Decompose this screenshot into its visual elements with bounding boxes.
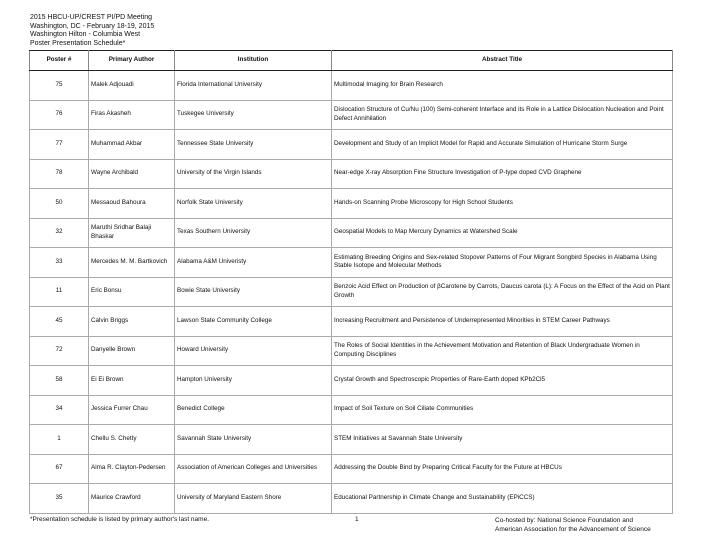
primary-author-cell: Maruthi Sridhar Balaji Bhaskar — [89, 218, 175, 248]
table-row — [30, 425, 673, 455]
abstract-title-cell: Near-edge X-ray Absorption Fine Structure Investigation of P-type doped CVD Graphene — [332, 159, 673, 189]
table-row — [30, 130, 673, 160]
primary-author-cell: Alma R. Clayton-Pedersen — [89, 454, 175, 484]
primary-author-cell: Chellu S. Chetty — [89, 425, 175, 455]
institution-cell: Alabama A&M Univeristy — [175, 248, 332, 278]
institution-cell: Texas Southern University — [175, 218, 332, 248]
table-body — [30, 71, 673, 514]
column-header-author: Primary Author — [89, 51, 175, 71]
abstract-title-cell: Estimating Breeding Origins and Sex-related Stopover Patterns of Four Migrant Songbird Species in Alabama Using Stable Isotope and Molecular Methods — [332, 248, 673, 278]
poster-number-cell: 34 — [30, 395, 89, 425]
primary-author-cell: Mercedes M. M. Bartkovich — [89, 248, 175, 278]
cohost-credit — [495, 516, 651, 534]
primary-author-cell: Malek Adjouadi — [89, 71, 175, 101]
primary-author-cell: Messaoud Bahoura — [89, 189, 175, 219]
table-row — [30, 100, 673, 130]
poster-number-cell: 35 — [30, 484, 89, 514]
abstract-title-cell: Dislocation Structure of Cu/Nu (100) Semi-coherent Interface and its Role in a Lattice Dislocation Nucleation and Point Defect Annihilation — [332, 100, 673, 130]
cohost-line-2: American Association for the Advancement of Science — [495, 526, 651, 533]
abstract-title-cell: The Roles of Social Identities in the Achievement Motivation and Retention of Black Undergraduate Women in Computing Disciplines — [332, 336, 673, 366]
abstract-title-cell: Increasing Recruitment and Persistence of Underrepresented Minorities in STEM Career Pathways — [332, 307, 673, 337]
table-header-row — [30, 51, 673, 71]
institution-cell: University of Maryland Eastern Shore — [175, 484, 332, 514]
column-header-poster: Poster # — [30, 51, 89, 71]
institution-cell: Tennessee State University — [175, 130, 332, 160]
primary-author-cell: Calvin Briggs — [89, 307, 175, 337]
table-row — [30, 159, 673, 189]
primary-author-cell: Muhammad Akbar — [89, 130, 175, 160]
poster-number-cell: 32 — [30, 218, 89, 248]
poster-number-cell: 75 — [30, 71, 89, 101]
abstract-title-cell: Multimodal Imaging for Brain Research — [332, 71, 673, 101]
abstract-title-cell: Geospatial Models to Map Mercury Dynamics at Watershed Scale — [332, 218, 673, 248]
table-row — [30, 277, 673, 307]
poster-number-cell: 72 — [30, 336, 89, 366]
poster-number-cell: 67 — [30, 454, 89, 484]
primary-author-cell: Jessica Furrer Chau — [89, 395, 175, 425]
primary-author-cell: Danyelle Brown — [89, 336, 175, 366]
abstract-title-cell: Development and Study of an Implicit Model for Rapid and Accurate Simulation of Hurricane Storm Surge — [332, 130, 673, 160]
column-header-title: Abstract Title — [332, 51, 673, 71]
table-row — [30, 189, 673, 219]
institution-cell: Association of American Colleges and Universities — [175, 454, 332, 484]
table-row — [30, 248, 673, 278]
abstract-title-cell: Addressing the Double Bind by Preparing Critical Faculty for the Future at HBCUs — [332, 454, 673, 484]
institution-cell: Hampton University — [175, 366, 332, 396]
institution-cell: Norfolk State University — [175, 189, 332, 219]
institution-cell: Savannah State University — [175, 425, 332, 455]
primary-author-cell: Eric Bonsu — [89, 277, 175, 307]
abstract-title-cell: STEM Initiatives at Savannah State University — [332, 425, 673, 455]
table-row — [30, 218, 673, 248]
abstract-title-cell: Crystal Growth and Spectroscopic Properties of Rare-Earth doped KPb2Cl5 — [332, 366, 673, 396]
institution-cell: University of the Virgin Islands — [175, 159, 332, 189]
poster-number-cell: 78 — [30, 159, 89, 189]
poster-schedule-table — [29, 50, 673, 514]
primary-author-cell: Wayne Archibald — [89, 159, 175, 189]
poster-number-cell: 77 — [30, 130, 89, 160]
institution-cell: Tuskegee University — [175, 100, 332, 130]
institution-cell: Bowie State University — [175, 277, 332, 307]
abstract-title-cell: Educational Partnership in Climate Change and Sustainability (EPiCCS) — [332, 484, 673, 514]
table-row — [30, 307, 673, 337]
poster-number-cell: 11 — [30, 277, 89, 307]
poster-number-cell: 45 — [30, 307, 89, 337]
schedule-title: Poster Presentation Schedule* — [30, 39, 126, 47]
footer-note: *Presentation schedule is listed by primary author's last name. — [30, 516, 209, 523]
table-row — [30, 395, 673, 425]
poster-number-cell: 50 — [30, 189, 89, 219]
poster-number-cell: 33 — [30, 248, 89, 278]
abstract-title-cell: Benzoic Acid Effect on Production of βCarotene by Carrots, Daucus carota (L): A Focus on the Effect of the Acid on Plant Growth — [332, 277, 673, 307]
column-header-institution: Institution — [175, 51, 332, 71]
table-row — [30, 336, 673, 366]
abstract-title-cell: Hands-on Scanning Probe Microscopy for High School Students — [332, 189, 673, 219]
meeting-title: 2015 HBCU-UP/CREST PI/PD Meeting — [30, 14, 153, 21]
table-row — [30, 71, 673, 101]
poster-number-cell: 76 — [30, 100, 89, 130]
table-row — [30, 454, 673, 484]
cohost-line-1: Co-hosted by: National Science Foundation and — [495, 517, 634, 524]
institution-cell: Benedict College — [175, 395, 332, 425]
institution-cell: Lawson State Community College — [175, 307, 332, 337]
institution-cell: Florida International University — [175, 71, 332, 101]
table-row — [30, 366, 673, 396]
poster-number-cell: 1 — [30, 425, 89, 455]
abstract-title-cell: Impact of Soil Texture on Soil Ciliate Communities — [332, 395, 673, 425]
poster-number-cell: 58 — [30, 366, 89, 396]
table-row — [30, 484, 673, 514]
document-header — [30, 14, 154, 48]
page-number: 1 — [355, 516, 359, 523]
institution-cell: Howard University — [175, 336, 332, 366]
meeting-location-date: Washington, DC - February 18-19, 2015 — [30, 22, 155, 30]
primary-author-cell: Maurice Crawford — [89, 484, 175, 514]
primary-author-cell: Ei Ei Brown — [89, 366, 175, 396]
primary-author-cell: Firas Akasheh — [89, 100, 175, 130]
meeting-venue: Washington Hilton - Columbia West — [30, 31, 141, 39]
